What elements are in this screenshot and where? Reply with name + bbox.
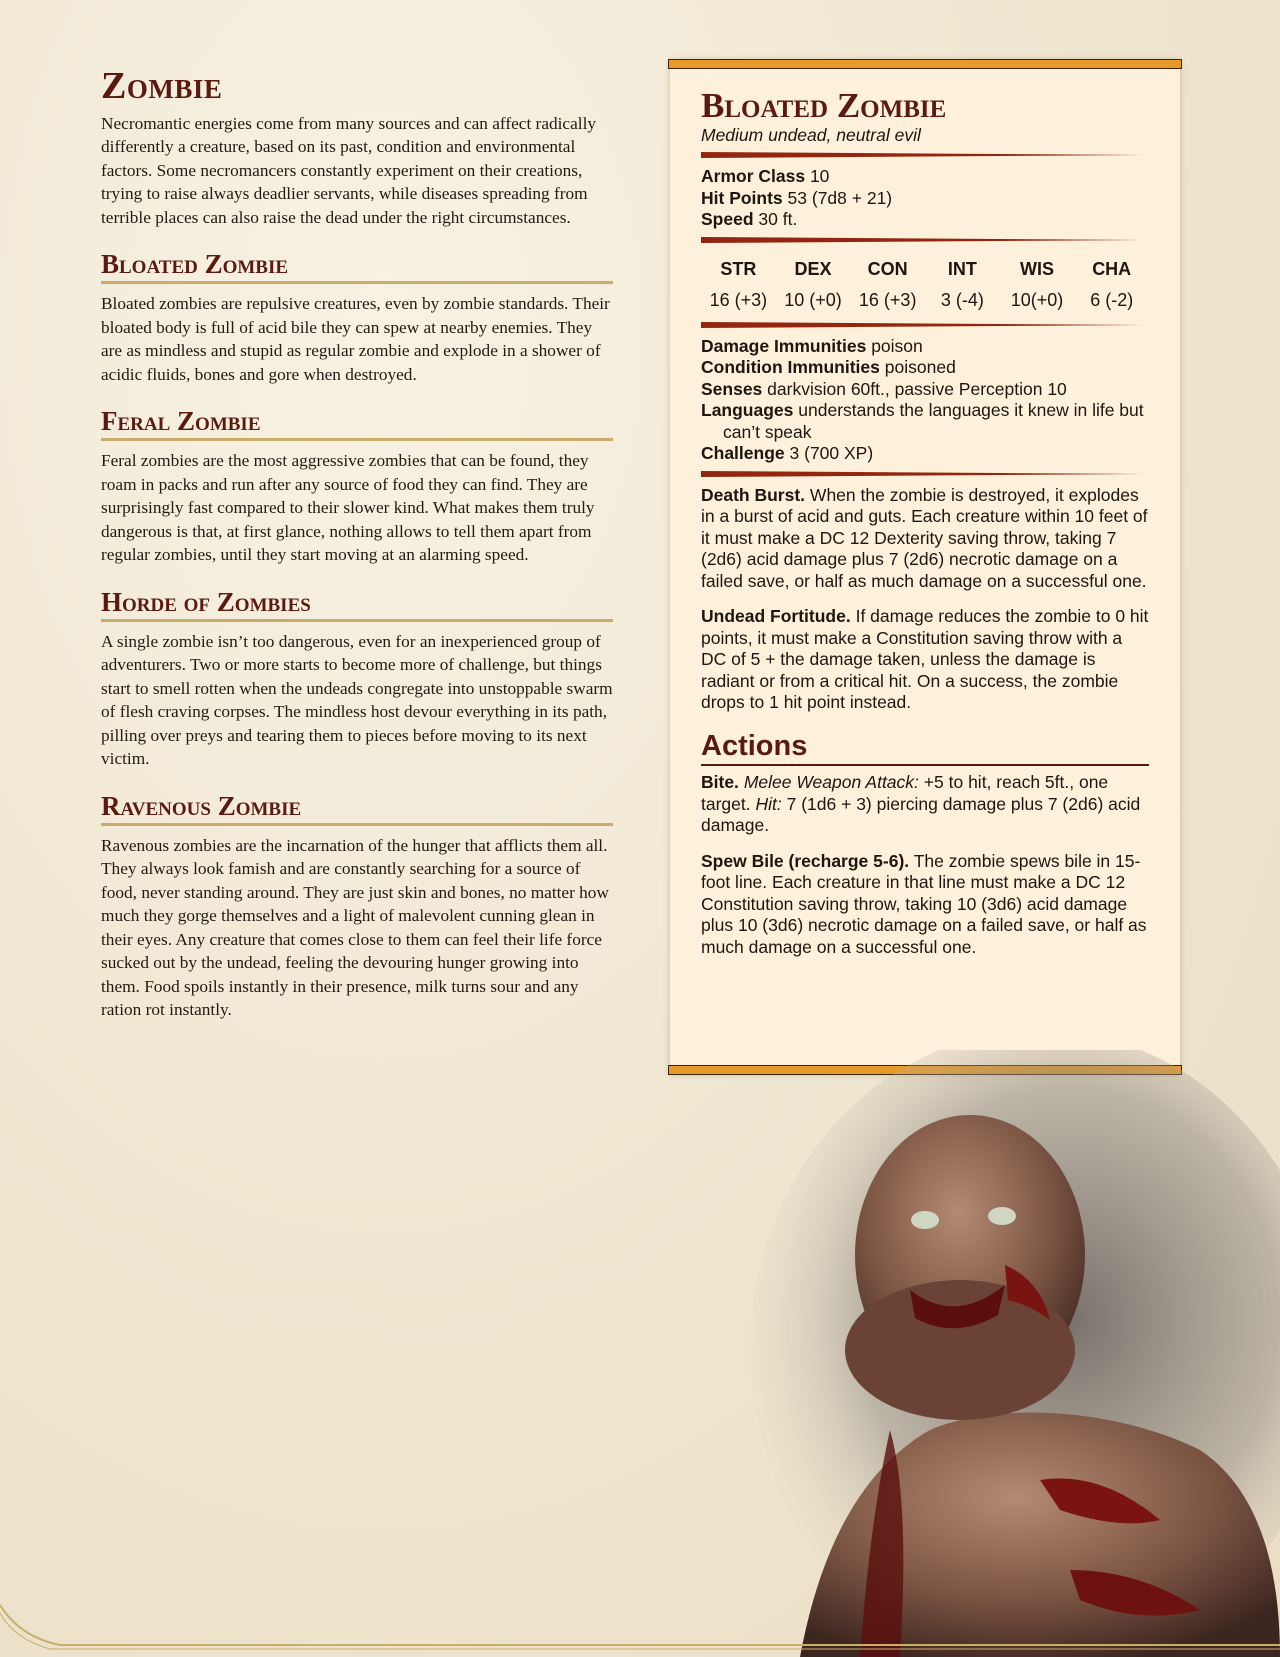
ability-con: CON 16 (+3) [858,258,917,311]
condition-immunities-line: Condition Immunities poisoned [701,357,956,378]
section-heading: Feral Zombie [101,406,613,441]
section-feral-zombie [101,406,613,567]
speed-line: Speed 30 ft. [701,209,798,230]
page-title: Zombie [101,65,223,107]
section-text: Ravenous zombies are the incarnation of the hunger that afflicts them all. They always look famish and are constantly searching for a source of food, never standing around. They are just skin and bones, no matter how much they gorge themselves and a light of malevolent cunning glean in their eyes. Any creature that comes close to them can feel their life force sucked out by the undead, feeling the devouring hunger growing into them. Food spoils instantly in their presence, milk turns sour and any ration rot instantly. [101,835,609,1020]
languages-line: Languages understands the languages it knew in life but can’t speak [701,400,1144,442]
creature-name: Bloated Zombie [701,86,947,125]
actions-heading: Actions [701,728,1149,766]
trait-undead-fortitude: Undead Fortitude. If damage reduces the zombie to 0 hit points, it must make a Constitution saving throw with a DC of 5 + the damage taken, unless the damage is radiant or from a critical hit. On a success, the zombie drops to 1 hit point instead. [701,606,1149,713]
ability-str: STR 16 (+3) [709,258,768,311]
action-spew-bile: Spew Bile (recharge 5-6). The zombie spews bile in 15-foot line. Each creature in that line must make a DC 12 Constitution saving throw, taking 10 (3d6) acid damage plus 10 (3d6) necrotic damage on a failed save, or half as much damage on a successful one. [701,850,1147,957]
section-heading: Horde of Zombies [101,587,613,622]
ability-wis: WIS 10(+0) [1010,258,1064,311]
armor-class-line: Armor Class 10 [701,166,830,187]
tapered-rule [701,152,1149,158]
trait-death-burst: Death Burst. When the zombie is destroyed, it explodes in a burst of acid and guts. Each creature within 10 feet of it must make a DC 12 Dexterity saving throw, taking 7 (2d6) acid damage plus 7 (2d6) necrotic damage on a failed save, or half as much damage on a successful one. [701,484,1148,591]
section-horde-of-zombies [101,587,613,771]
left-column [101,66,613,1022]
page-footer-ornament [0,1597,1280,1657]
tapered-rule [701,471,1149,477]
stat-block [670,60,1180,1074]
challenge-line: Challenge 3 (700 XP) [701,443,874,464]
creature-type: Medium undead, neutral evil [701,124,921,145]
bloated-zombie-illustration [740,1050,1280,1657]
section-text: A single zombie isn’t too dangerous, even for an inexperienced group of adventurers. Two or more starts to become more of challenge, but things start to smell rotten when the undeads congregate into unstoppable swarm of flesh craving corpses. The mindless host devour everything in its path, pilling over preys and tearing them to pieces before moving to its next victim. [101,631,613,769]
intro-paragraph: Necromantic energies come from many sources and can affect radically differently a creature, based on its past, condition and environmental factors. Some necromancers constantly experiment on their creations, trying to raise always deadlier servants, while diseases spreading from terrible places can also raise the dead under the right circumstances. [101,113,597,227]
section-heading: Bloated Zombie [101,249,613,284]
ability-scores [701,251,1149,316]
section-bloated-zombie [101,249,613,386]
ability-cha: CHA 6 (-2) [1090,258,1134,311]
tapered-rule [701,237,1149,243]
damage-immunities-line: Damage Immunities poison [701,335,923,356]
section-ravenous-zombie [101,791,613,1022]
senses-line: Senses darkvision 60ft., passive Perception 10 [701,378,1067,399]
section-text: Feral zombies are the most aggressive zombies that can be found, they roam in packs and run after any source of food they can find. They are surprisingly fast compared to their slower kind. What makes them truly dangerous is that, at first glance, nothing allows to tell them apart from regular zombies, until they start moving at an alarming speed. [101,451,595,565]
section-text: Bloated zombies are repulsive creatures, even by zombie standards. Their bloated body is full of acid bile they can spew at nearby enemies. They are as mindless and stupid as regular zombie and explode in a shower of acidic fluids, bones and gore when destroyed. [101,294,610,384]
section-heading: Ravenous Zombie [101,791,613,826]
hit-points-line: Hit Points 53 (7d8 + 21) [701,187,893,208]
action-bite: Bite. Melee Weapon Attack: +5 to hit, reach 5ft., one target. Hit: 7 (1d6 + 3) piercing damage plus 7 (2d6) acid damage. [701,772,1141,835]
tapered-rule [701,322,1149,328]
ability-dex: DEX 10 (+0) [784,258,842,311]
stat-block-top-bar [668,59,1182,69]
ability-int: INT 3 (-4) [940,258,984,311]
